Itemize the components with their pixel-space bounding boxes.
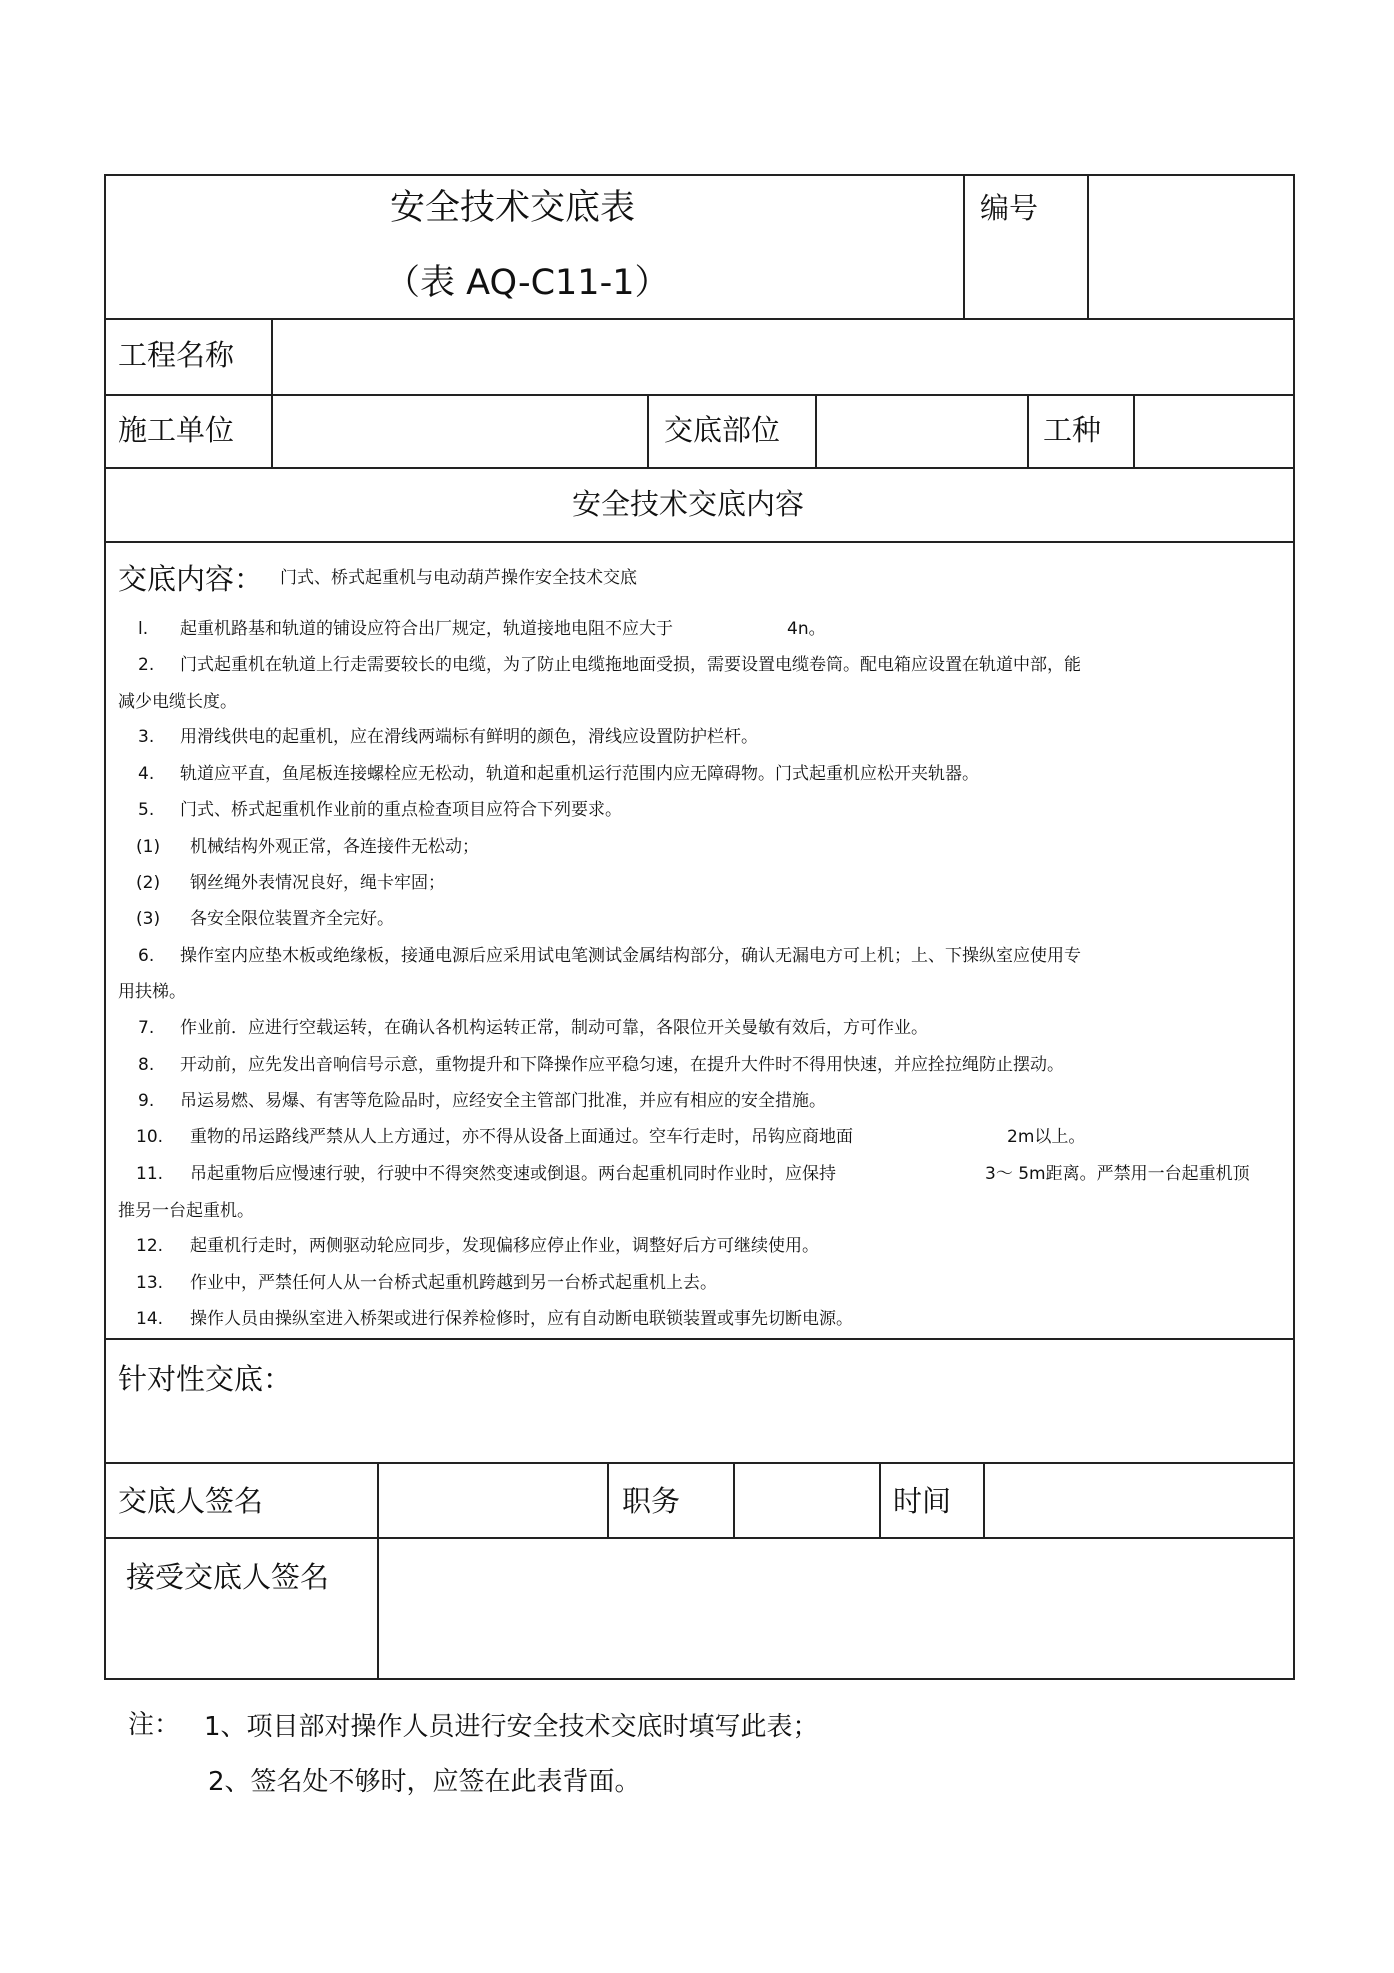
- item-text: 吊运易燃、易爆、有害等危险品时，应经安全主管部门批准，并应有相应的安全措施。: [180, 1091, 826, 1111]
- item-number: (2): [136, 873, 161, 893]
- project-name-label: 工程名称: [118, 338, 235, 372]
- col-divider-position-label: [607, 1462, 609, 1538]
- item-text-continued: 用扶梯。: [118, 982, 186, 1002]
- item-text: 轨道应平直，鱼尾板连接螺栓应无松动，轨道和起重机运行范围内应无障碍物。门式起重机应松开夹轨器。: [180, 764, 979, 784]
- col-divider-number-label: [963, 174, 965, 319]
- col-divider-part-label: [647, 394, 649, 468]
- col-divider-time-value: [983, 1462, 985, 1538]
- item-text: 作业前．应进行空载运转，在确认各机构运转正常，制动可靠，各限位开关曼敏有效后，方可作业。: [180, 1018, 928, 1038]
- row-divider-signature: [104, 1537, 1295, 1539]
- item-number: l.: [138, 619, 149, 639]
- targeted-briefing-label: 针对性交底：: [118, 1362, 293, 1396]
- note-line-1: 1、项目部对操作人员进行安全技术交底时填写此表；: [204, 1712, 819, 1742]
- trade-label: 工种: [1043, 413, 1102, 447]
- row-divider-unit: [104, 467, 1295, 469]
- briefer-signature-label: 交底人签名: [118, 1484, 264, 1518]
- item-text: 钢丝绳外表情况良好，绳卡牢固；: [190, 873, 445, 893]
- item-number: 13.: [136, 1273, 164, 1293]
- item-number: 12.: [136, 1236, 164, 1256]
- col-divider-position-value: [733, 1462, 735, 1538]
- item-number: 6.: [138, 946, 155, 966]
- row-divider-content: [104, 1338, 1295, 1340]
- col-divider-trade-value: [1133, 394, 1135, 468]
- content-topic: 门式、桥式起重机与电动葫芦操作安全技术交底: [280, 568, 637, 588]
- receiver-signature-label: 接受交底人签名: [126, 1560, 330, 1594]
- item-text: 起重机行走时，两侧驱动轮应同步，发现偏移应停止作业，调整好后方可继续使用。: [190, 1236, 819, 1256]
- item-text-tail: 3～ 5m距离。严禁用一台起重机顶: [985, 1164, 1250, 1184]
- col-divider-project: [271, 318, 273, 468]
- item-number: 10.: [136, 1127, 164, 1147]
- item-text: 门式、桥式起重机作业前的重点检查项目应符合下列要求。: [180, 800, 622, 820]
- item-text: 吊起重物后应慢速行驶，行驶中不得突然变速或倒退。两台起重机同时作业时，应保持: [190, 1164, 836, 1184]
- time-label: 时间: [893, 1484, 952, 1518]
- section-title: 安全技术交底内容: [572, 487, 805, 521]
- part-label: 交底部位: [664, 413, 781, 447]
- item-text: 作业中，严禁任何人从一台桥式起重机跨越到另一台桥式起重机上去。: [190, 1273, 717, 1293]
- col-divider-part-value: [815, 394, 817, 468]
- item-number: 3.: [138, 727, 155, 747]
- item-text: 操作室内应垫木板或绝缘板，接通电源后应采用试电笔测试金属结构部分，确认无漏电方可上机；上、下操纵室应使用专: [180, 946, 1081, 966]
- item-number: 2.: [138, 655, 155, 675]
- form-title: 安全技术交底表: [390, 188, 636, 228]
- form-code: （表 AQ-C11-1）: [385, 263, 670, 303]
- content-label: 交底内容：: [118, 562, 264, 596]
- col-divider-trade-label: [1027, 394, 1029, 468]
- item-text: 开动前，应先发出音响信号示意，重物提升和下降操作应平稳匀速，在提升大件时不得用快速，并应拴拉绳防止摆动。: [180, 1055, 1064, 1075]
- item-number: 14.: [136, 1309, 164, 1329]
- item-number: 7.: [138, 1018, 155, 1038]
- col-divider-signature: [377, 1462, 379, 1680]
- item-text: 重物的吊运路线严禁从人上方通过，亦不得从设备上面通过。空车行走时，吊钩应商地面: [190, 1127, 853, 1147]
- item-text-tail: 4n。: [787, 619, 826, 639]
- row-divider-header: [104, 318, 1295, 320]
- item-text: 起重机路基和轨道的铺设应符合出厂规定，轨道接地电阻不应大于: [180, 619, 673, 639]
- item-number: 5.: [138, 800, 155, 820]
- item-number: (3): [136, 909, 161, 929]
- row-divider-project: [104, 394, 1295, 396]
- item-text-continued: 推另一台起重机。: [118, 1201, 254, 1221]
- construction-unit-label: 施工单位: [118, 413, 235, 447]
- col-divider-time-label: [879, 1462, 881, 1538]
- item-number: 4.: [138, 764, 155, 784]
- row-divider-targeted: [104, 1462, 1295, 1464]
- item-number: 11.: [136, 1164, 164, 1184]
- item-text: 操作人员由操纵室进入桥架或进行保养检修时，应有自动断电联锁装置或事先切断电源。: [190, 1309, 853, 1329]
- item-text-continued: 减少电缆长度。: [118, 692, 237, 712]
- item-number: (1): [136, 837, 161, 857]
- number-label: 编号: [980, 191, 1039, 225]
- item-text: 用滑线供电的起重机，应在滑线两端标有鲜明的颜色，滑线应设置防护栏杆。: [180, 727, 758, 747]
- item-number: 9.: [138, 1091, 155, 1111]
- item-text-tail: 2m以上。: [1007, 1127, 1086, 1147]
- note-line-2: 2、签名处不够时，应签在此表背面。: [208, 1767, 641, 1797]
- position-label: 职务: [622, 1484, 681, 1518]
- col-divider-number-value: [1087, 174, 1089, 319]
- item-text: 门式起重机在轨道上行走需要较长的电缆，为了防止电缆拖地面受损，需要设置电缆卷筒。配电箱应设置在轨道中部，能: [180, 655, 1081, 675]
- item-number: 8.: [138, 1055, 155, 1075]
- notes-label: 注：: [128, 1710, 181, 1740]
- item-text: 机械结构外观正常，各连接件无松动；: [190, 837, 479, 857]
- row-divider-section: [104, 541, 1295, 543]
- item-text: 各安全限位装置齐全完好。: [190, 909, 394, 929]
